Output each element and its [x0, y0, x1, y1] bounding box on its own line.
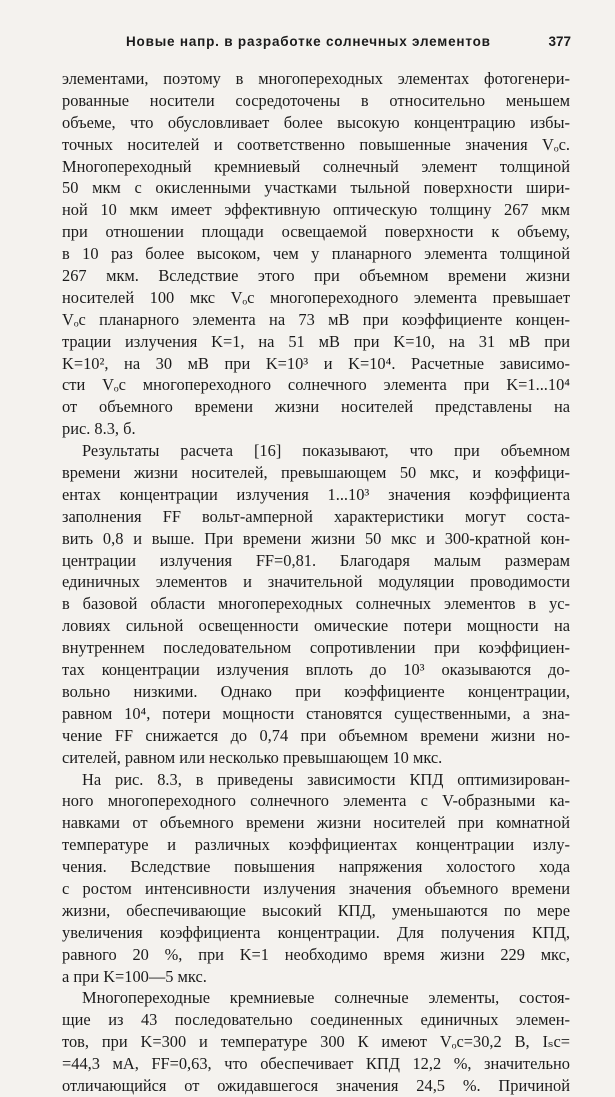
text-line: заполнения FF вольт-амперной характеристики могут соста-	[62, 506, 570, 526]
text-line: чение FF снижается до 0,74 при объемном времени жизни но-	[62, 725, 570, 745]
text-line: в 10 раз более высоком, чем у планарного элемента толщиной	[62, 244, 570, 264]
text-line: рованные носители сосредоточены в относительно меньшем	[62, 90, 570, 110]
text-line: в базовой области многопереходных солнечных элементов в ус-	[62, 594, 570, 614]
text-line: сти Vₒc многопереходного солнечного элемента при K=1...10⁴	[62, 375, 570, 395]
text-line: чения. Вследствие повышения напряжения холостого хода	[62, 857, 570, 877]
text-line: от объемного времени жизни носителей представлены на	[62, 397, 570, 417]
text-line: Многопереходный кремниевый солнечный элемент толщиной	[62, 156, 570, 176]
text-line: ентах концентрации излучения 1...10³ значения коэффициента	[62, 484, 570, 504]
text-line: внутреннем последовательном сопротивлении при коэффициен-	[62, 638, 570, 658]
text-line: единичных элементов и значительной модуляции проводимости	[62, 572, 570, 592]
body-text	[62, 68, 570, 1097]
page-number: 377	[548, 34, 571, 49]
text-line: равном 10⁴, потери мощности становятся существенными, а зна-	[62, 703, 570, 723]
text-line: времени жизни носителей, превышающем 50 мкс, и коэффици-	[62, 463, 570, 483]
text-line: тов, при K=300 и температуре 300 К имеют Vₒc=30,2 В, Iₛc=	[62, 1032, 570, 1052]
text-line: тах концентрации излучения вплоть до 10³ оказываются до-	[62, 660, 570, 680]
text-line: жизни, обеспечивающие высокий КПД, уменьшаются по мере	[62, 900, 570, 920]
text-line: увеличения коэффициента концентрации. Для получения КПД,	[62, 922, 570, 942]
page-header	[0, 34, 615, 56]
text-line: объеме, что обусловливает более высокую концентрацию избы-	[62, 112, 570, 132]
text-line: с ростом интенсивности излучения значения объемного времени	[62, 878, 570, 898]
text-line: 50 мкм с окисленными участками тыльной поверхности шири-	[62, 178, 570, 198]
text-line: носителей 100 мкс Vₒc многопереходного элемента превышает	[62, 287, 570, 307]
text-line: ной 10 мкм имеет эффективную оптическую толщину 267 мкм	[62, 200, 570, 220]
text-line: Vₒc планарного элемента на 73 мВ при коэффициенте концен-	[62, 309, 570, 329]
text-line: сителей, равном или несколько превышающем 10 мкс.	[62, 747, 443, 767]
text-line: элементами, поэтому в многопереходных элементах фотогенери-	[62, 69, 570, 88]
running-title: Новые напр. в разработке солнечных элементов	[126, 34, 491, 49]
text-line: рис. 8.3, б.	[62, 419, 136, 439]
text-line: На рис. 8.3, в приведены зависимости КПД оптимизирован-	[82, 769, 570, 789]
text-line: Многопереходные кремниевые солнечные элементы, состоя-	[82, 988, 570, 1008]
text-line: центрации излучения FF=0,81. Благодаря малым размерам	[62, 550, 570, 570]
text-line: равного 20 %, при K=1 необходимо время жизни 229 мкс,	[62, 944, 570, 964]
text-line: щие из 43 последовательно соединенных единичных элемен-	[62, 1010, 570, 1030]
text-line: =44,3 мА, FF=0,63, что обеспечивает КПД 12,2 %, значительно	[62, 1054, 570, 1074]
text-line: ловиях сильной освещенности омические потери мощности на	[62, 616, 570, 636]
text-line: K=10², на 30 мВ при K=10³ и K=10⁴. Расчетные зависимо-	[62, 353, 570, 373]
text-line: вить 0,8 и выше. При времени жизни 50 мкс и 300-кратной кон-	[62, 528, 570, 548]
text-line: 267 мкм. Вследствие этого при объемном времени жизни	[62, 266, 570, 286]
text-line: температуре и различных коэффициентах концентрации излу-	[62, 835, 570, 855]
text-line: при отношении площади освещаемой поверхности к объему,	[62, 222, 570, 242]
text-line: точных носителей и соответственно повышенные значения Vₒc.	[62, 134, 570, 154]
text-line: отличающийся от ожидавшегося значения 24,5 %. Причиной	[62, 1075, 570, 1095]
text-line: ного многопереходного солнечного элемента с V-образными ка-	[62, 791, 570, 811]
text-line: трации излучения K=1, на 51 мВ при K=10, на 31 мВ при	[62, 331, 570, 351]
text-line: вольно низкими. Однако при коэффициенте концентрации,	[62, 681, 570, 701]
text-line: навками от объемного времени жизни носителей при комнатной	[62, 813, 570, 833]
text-line: Результаты расчета [16] показывают, что при объемном	[82, 441, 570, 461]
text-line: а при K=100—5 мкс.	[62, 966, 207, 986]
